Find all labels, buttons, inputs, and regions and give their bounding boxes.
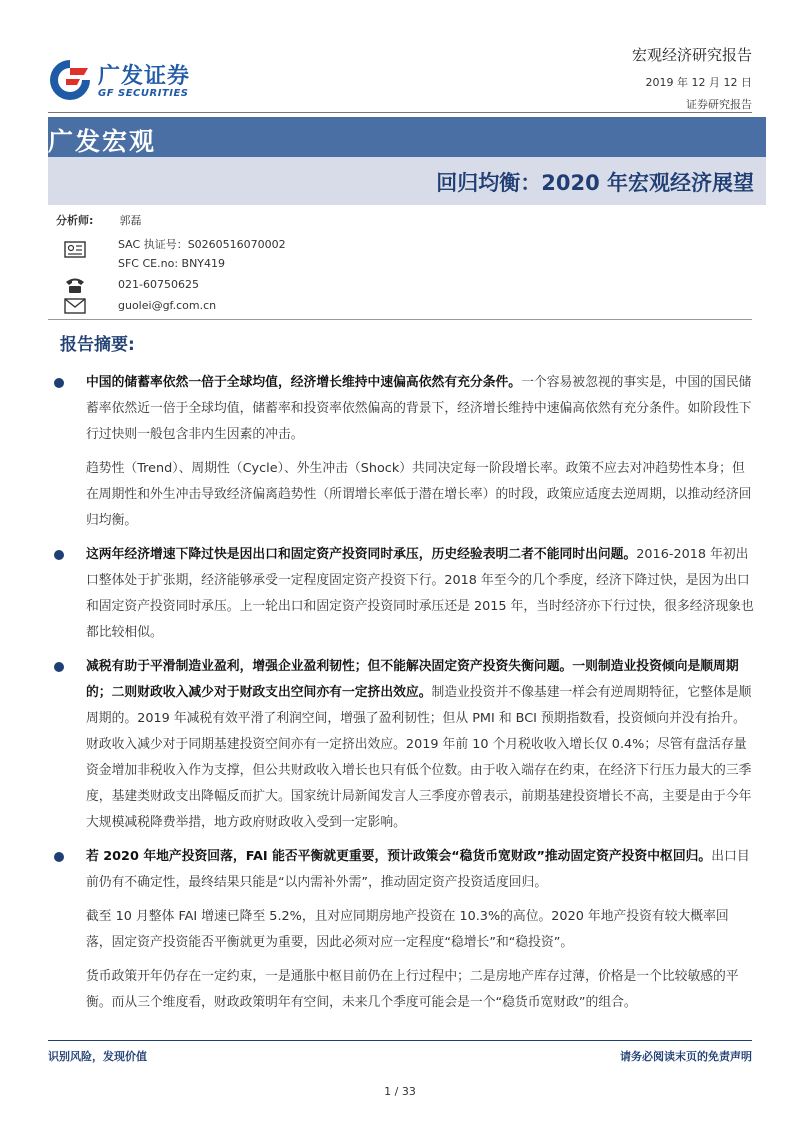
email-address[interactable]: guolei@gf.com.cn [118, 299, 217, 312]
summary-item-3 [86, 654, 754, 836]
bullet-icon [54, 550, 64, 560]
summary-item-2-text: 2016-2018 年初出口整体处于扩张期，经济能够承受一定程度固定资产投资下行。2018 年至今的几个季度，经济下降过快，是因为出口和固定资产投资同时承压。上一轮出口和固定资产投资同时承压还是 2015 年，当时经济亦下行过快，很多经济现象也都比较相似。 [86, 547, 754, 640]
report-type: 宏观经济研究报告 [631, 46, 752, 64]
email-icon [64, 296, 86, 316]
summary-item-1-text: 一个容易被忽视的事实是，中国的国民储蓄率依然近一倍于全球均值，储蓄率和投资率依然偏高的背景下，经济增长维持中速偏高依然有充分条件。如阶段性下行过快则一般包含非内生因素的冲击。 [86, 375, 752, 442]
summary-item-4 [86, 844, 754, 896]
sac-number: SAC 执证号：S0260516070002 [118, 238, 286, 251]
summary-item-4-lead: 若 2020 年地产投资回落，FAI 能否平衡就更重要，预计政策会“稳货币宽财政”推动固定资产投资中枢回归。 [86, 849, 712, 864]
analyst-label: 分析师: [56, 214, 94, 227]
summary-item-1-extra: 趋势性（Trend）、周期性（Cycle）、外生冲击（Shock）共同决定每一阶段增长率。政策不应去对冲趋势性本身；但在周期性和外生冲击导致经济偏离趋势性（所谓增长率低于潜在增长率）的时段，政策应适度去逆周期，以推动经济回归均衡。 [86, 461, 752, 528]
header-divider [48, 112, 752, 113]
section-title: 广发宏观 [48, 127, 157, 156]
summary-item-3-text: 制造业投资并不像基建一样会有逆周期特征，它整体是顺周期的。2019 年减税有效平滑了利润空间，增强了盈利韧性；但从 PMI 和 BCI 预期指数看，投资倾向并没有抬升。财政收入减少对于同期基建投资空间亦有一定挤出效应。2019 年前 10 个月税收收入增长仅 0.4%；尽管有盘活存量资金增加非税收入作为支撑，但公共财政收入增长也只有低个位数。由于收入端存在约束，在经济下行压力最大的三季度，基建类财政支出降幅反而扩大。国家统计局新闻发言人三季度亦曾表示，前期基建投资增长不高，主要是由于今年大规模减税降费举措，地方政府财政收入受到一定影响。 [86, 685, 752, 830]
summary-item-2-lead: 这两年经济增速下降过快是因出口和固定资产投资同时承压，历史经验表明二者不能同时出问题。 [86, 547, 637, 562]
bullet-icon [54, 378, 64, 388]
phone-number: 021-60750625 [118, 278, 199, 291]
page-number: 1 / 33 [384, 1085, 416, 1098]
bullet-icon [54, 662, 64, 672]
title-banner [48, 157, 766, 205]
gf-logo-icon [48, 58, 92, 102]
phone-icon [64, 275, 86, 295]
bullet-icon [54, 852, 64, 862]
analyst-name: 郭磊 [119, 214, 142, 227]
summary-item-4-text: 出口目前仍有不确定性，最终结果只能是“以内需补外需”，推动固定资产投资适度回归。 [86, 849, 750, 890]
summary-item-2 [86, 542, 754, 646]
summary-title: 报告摘要: [60, 335, 135, 355]
header-meta [632, 44, 752, 112]
report-title: 回归均衡：2020 年宏观经济展望 [436, 171, 754, 195]
gf-logo [48, 58, 218, 106]
certificate-icon [64, 240, 86, 260]
section-banner [48, 117, 766, 157]
info-divider [48, 319, 752, 320]
analyst-row [56, 212, 142, 228]
summary-item-1 [86, 370, 754, 448]
summary-item-4-extra2: 货币政策开年仍存在一定约束，一是通胀中枢目前仍在上行过程中；二是房地产库存过薄，价格是一个比较敏感的平衡。而从三个维度看，财政政策明年有空间，未来几个季度可能会是一个“稳货币宽财政”的组合。 [86, 969, 739, 1010]
logo-text-en: GF SECURITIES [98, 88, 189, 99]
summary-item-1-lead: 中国的储蓄率依然一倍于全球均值，经济增长维持中速偏高依然有充分条件。 [86, 375, 522, 390]
report-kind: 证券研究报告 [686, 98, 752, 111]
footer-disclaimer: 请务必阅读末页的免责声明 [620, 1050, 752, 1063]
summary-item-4-extra: 截至 10 月整体 FAI 增速已降至 5.2%，且对应同期房地产投资在 10.3%的高位。2020 年地产投资有较大概率回落，固定资产投资能否平衡就更为重要，因此必须对应一定程度“稳增长”和“稳投资”。 [86, 909, 729, 950]
summary-item-3-lead: 减税有助于平滑制造业盈利，增强企业盈利韧性；但不能解决固定资产投资失衡问题。一则制造业投资倾向是顺周期的；二则财政收入减少对于财政支出空间亦有一定挤出效应。 [86, 659, 739, 700]
sfc-number: SFC CE.no: BNY419 [118, 257, 226, 270]
footer-slogan: 识别风险，发现价值 [48, 1050, 147, 1063]
footer-divider [48, 1040, 752, 1041]
report-date: 2019 年 12 月 12 日 [645, 76, 752, 89]
logo-text-cn: 广发证券 [98, 64, 191, 89]
